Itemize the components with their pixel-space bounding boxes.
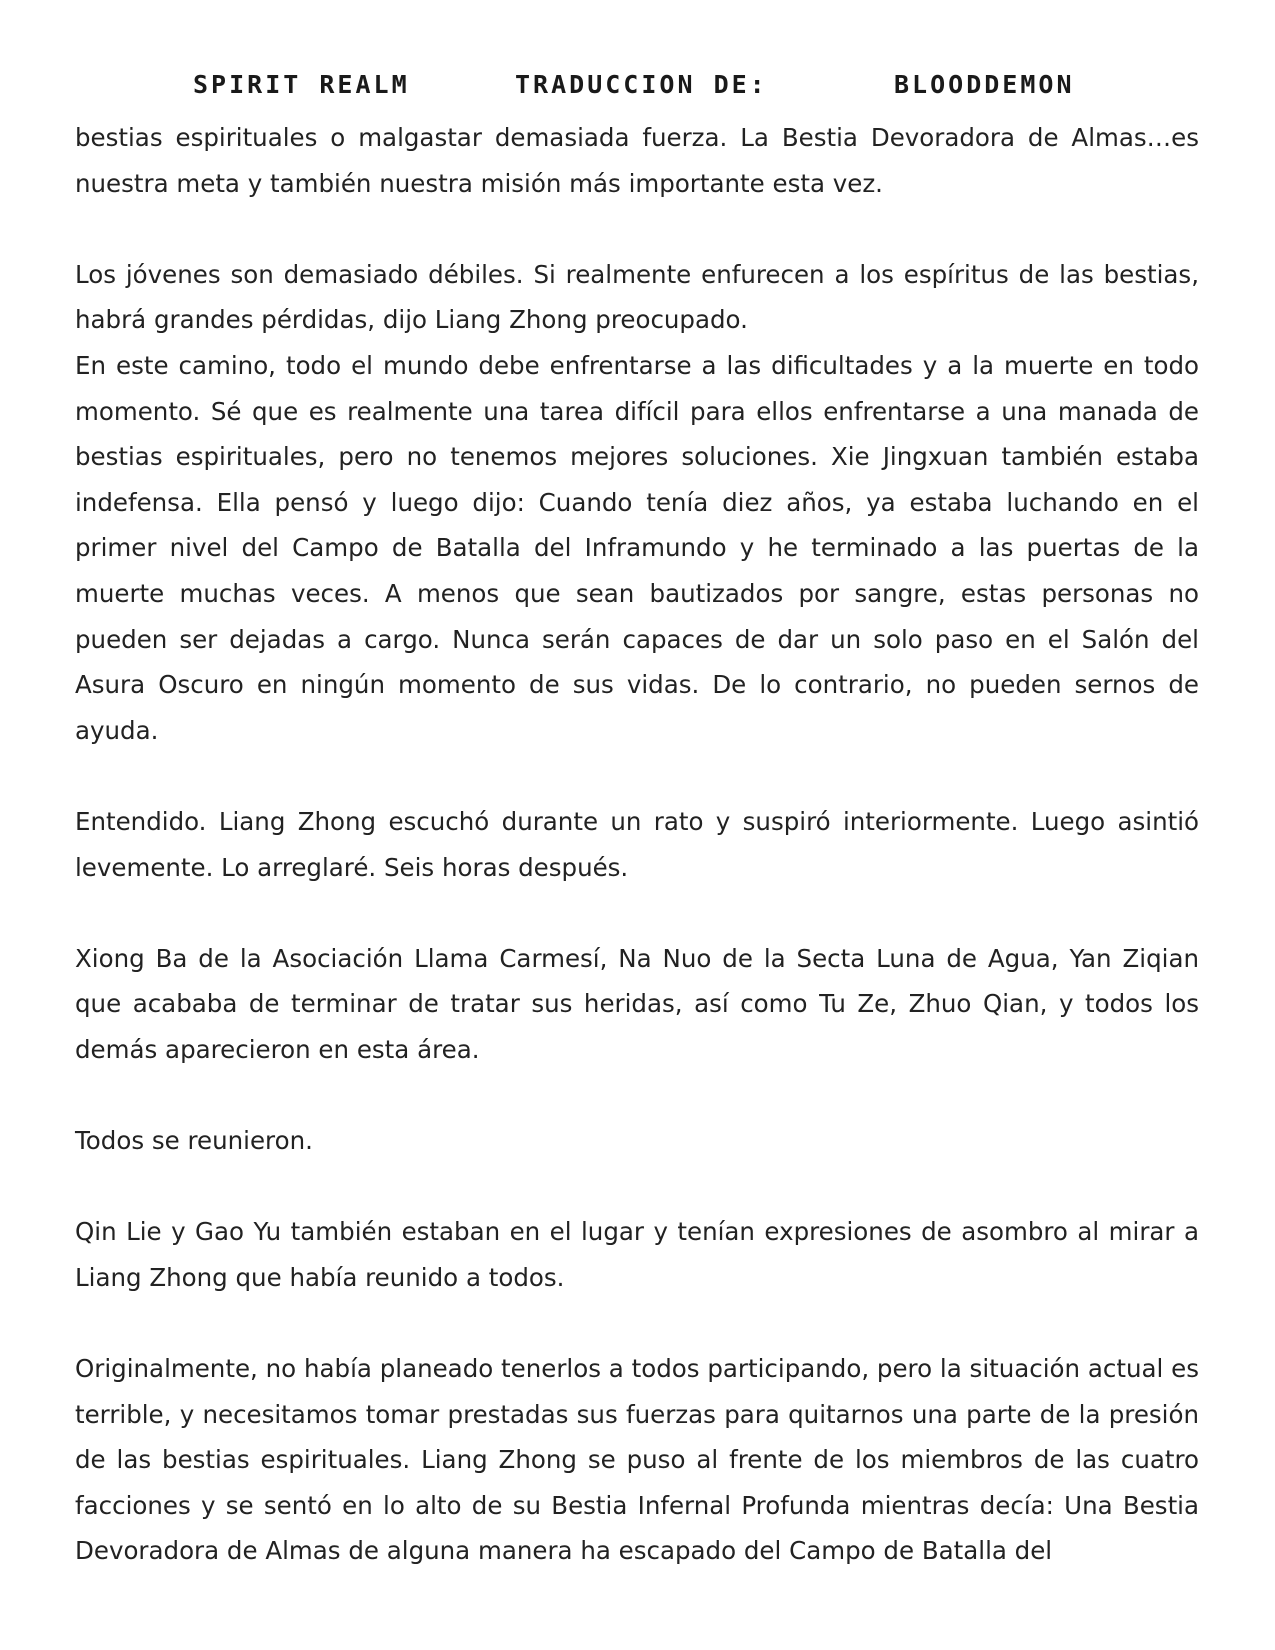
header-title: SPIRIT REALM [193,70,410,99]
page-header [0,70,1275,110]
document-body [75,115,1199,1620]
paragraph: Todos se reunieron. [75,1126,313,1156]
paragraph: En este camino, todo el mundo debe enfrentarse a las dificultades y a la muerte en todo momento. Sé que es realmente una tarea difícil para ellos enfrentarse a una manada de bestias espirituales, pero no tenemos mejores soluciones. Xie Jingxuan también estaba indefensa. Ella pensó y luego dijo: Cuando tenía diez años, ya estaba luchando en el primer nivel del Campo de Batalla del Inframundo y he terminado a las puertas de la muerte muchas veces. A menos que sean bautizados por sangre, estas personas no pueden ser dejadas a cargo. Nunca serán capaces de dar un solo paso en el Salón del Asura Oscuro en ningún momento de sus vidas. De lo contrario, no pueden sernos de ayuda. [75,350,1199,745]
header-translation-label: TRADUCCION DE: [515,70,768,99]
paragraph: bestias espirituales o malgastar demasiada fuerza. La Bestia Devoradora de Almas…es nuestra meta y también nuestra misión más importante esta vez. [75,123,1199,198]
paragraph: Qin Lie y Gao Yu también estaban en el lugar y tenían expresiones de asombro al mirar a Liang Zhong que había reunido a todos. [75,1217,1199,1292]
paragraph: Originalmente, no había planeado tenerlos a todos participando, pero la situación actual es terrible, y necesitamos tomar prestadas sus fuerzas para quitarnos una parte de la presión de las bestias espirituales. Liang Zhong se puso al frente de los miembros de las cuatro facciones y se sentó en lo alto de su Bestia Infernal Profunda mientras decía: Una Bestia Devoradora de Almas de alguna manera ha escapado del Campo de Batalla del [75,1354,1199,1566]
paragraph: Entendido. Liang Zhong escuchó durante un rato y suspiró interiormente. Luego asintió levemente. Lo arreglaré. Seis horas después. [75,806,1199,882]
header-translator: BLOODDEMON [894,70,1075,99]
paragraph: Xiong Ba de la Asociación Llama Carmesí, Na Nuo de la Secta Luna de Agua, Yan Ziqian que acababa de terminar de tratar sus heridas, así como Tu Ze, Zhuo Qian, y todos los demás aparecieron en esta área. [75,943,1199,1064]
paragraph: Los jóvenes son demasiado débiles. Si realmente enfurecen a los espíritus de las bestias, habrá grandes pérdidas, dijo Liang Zhong preocupado. [75,259,1199,335]
